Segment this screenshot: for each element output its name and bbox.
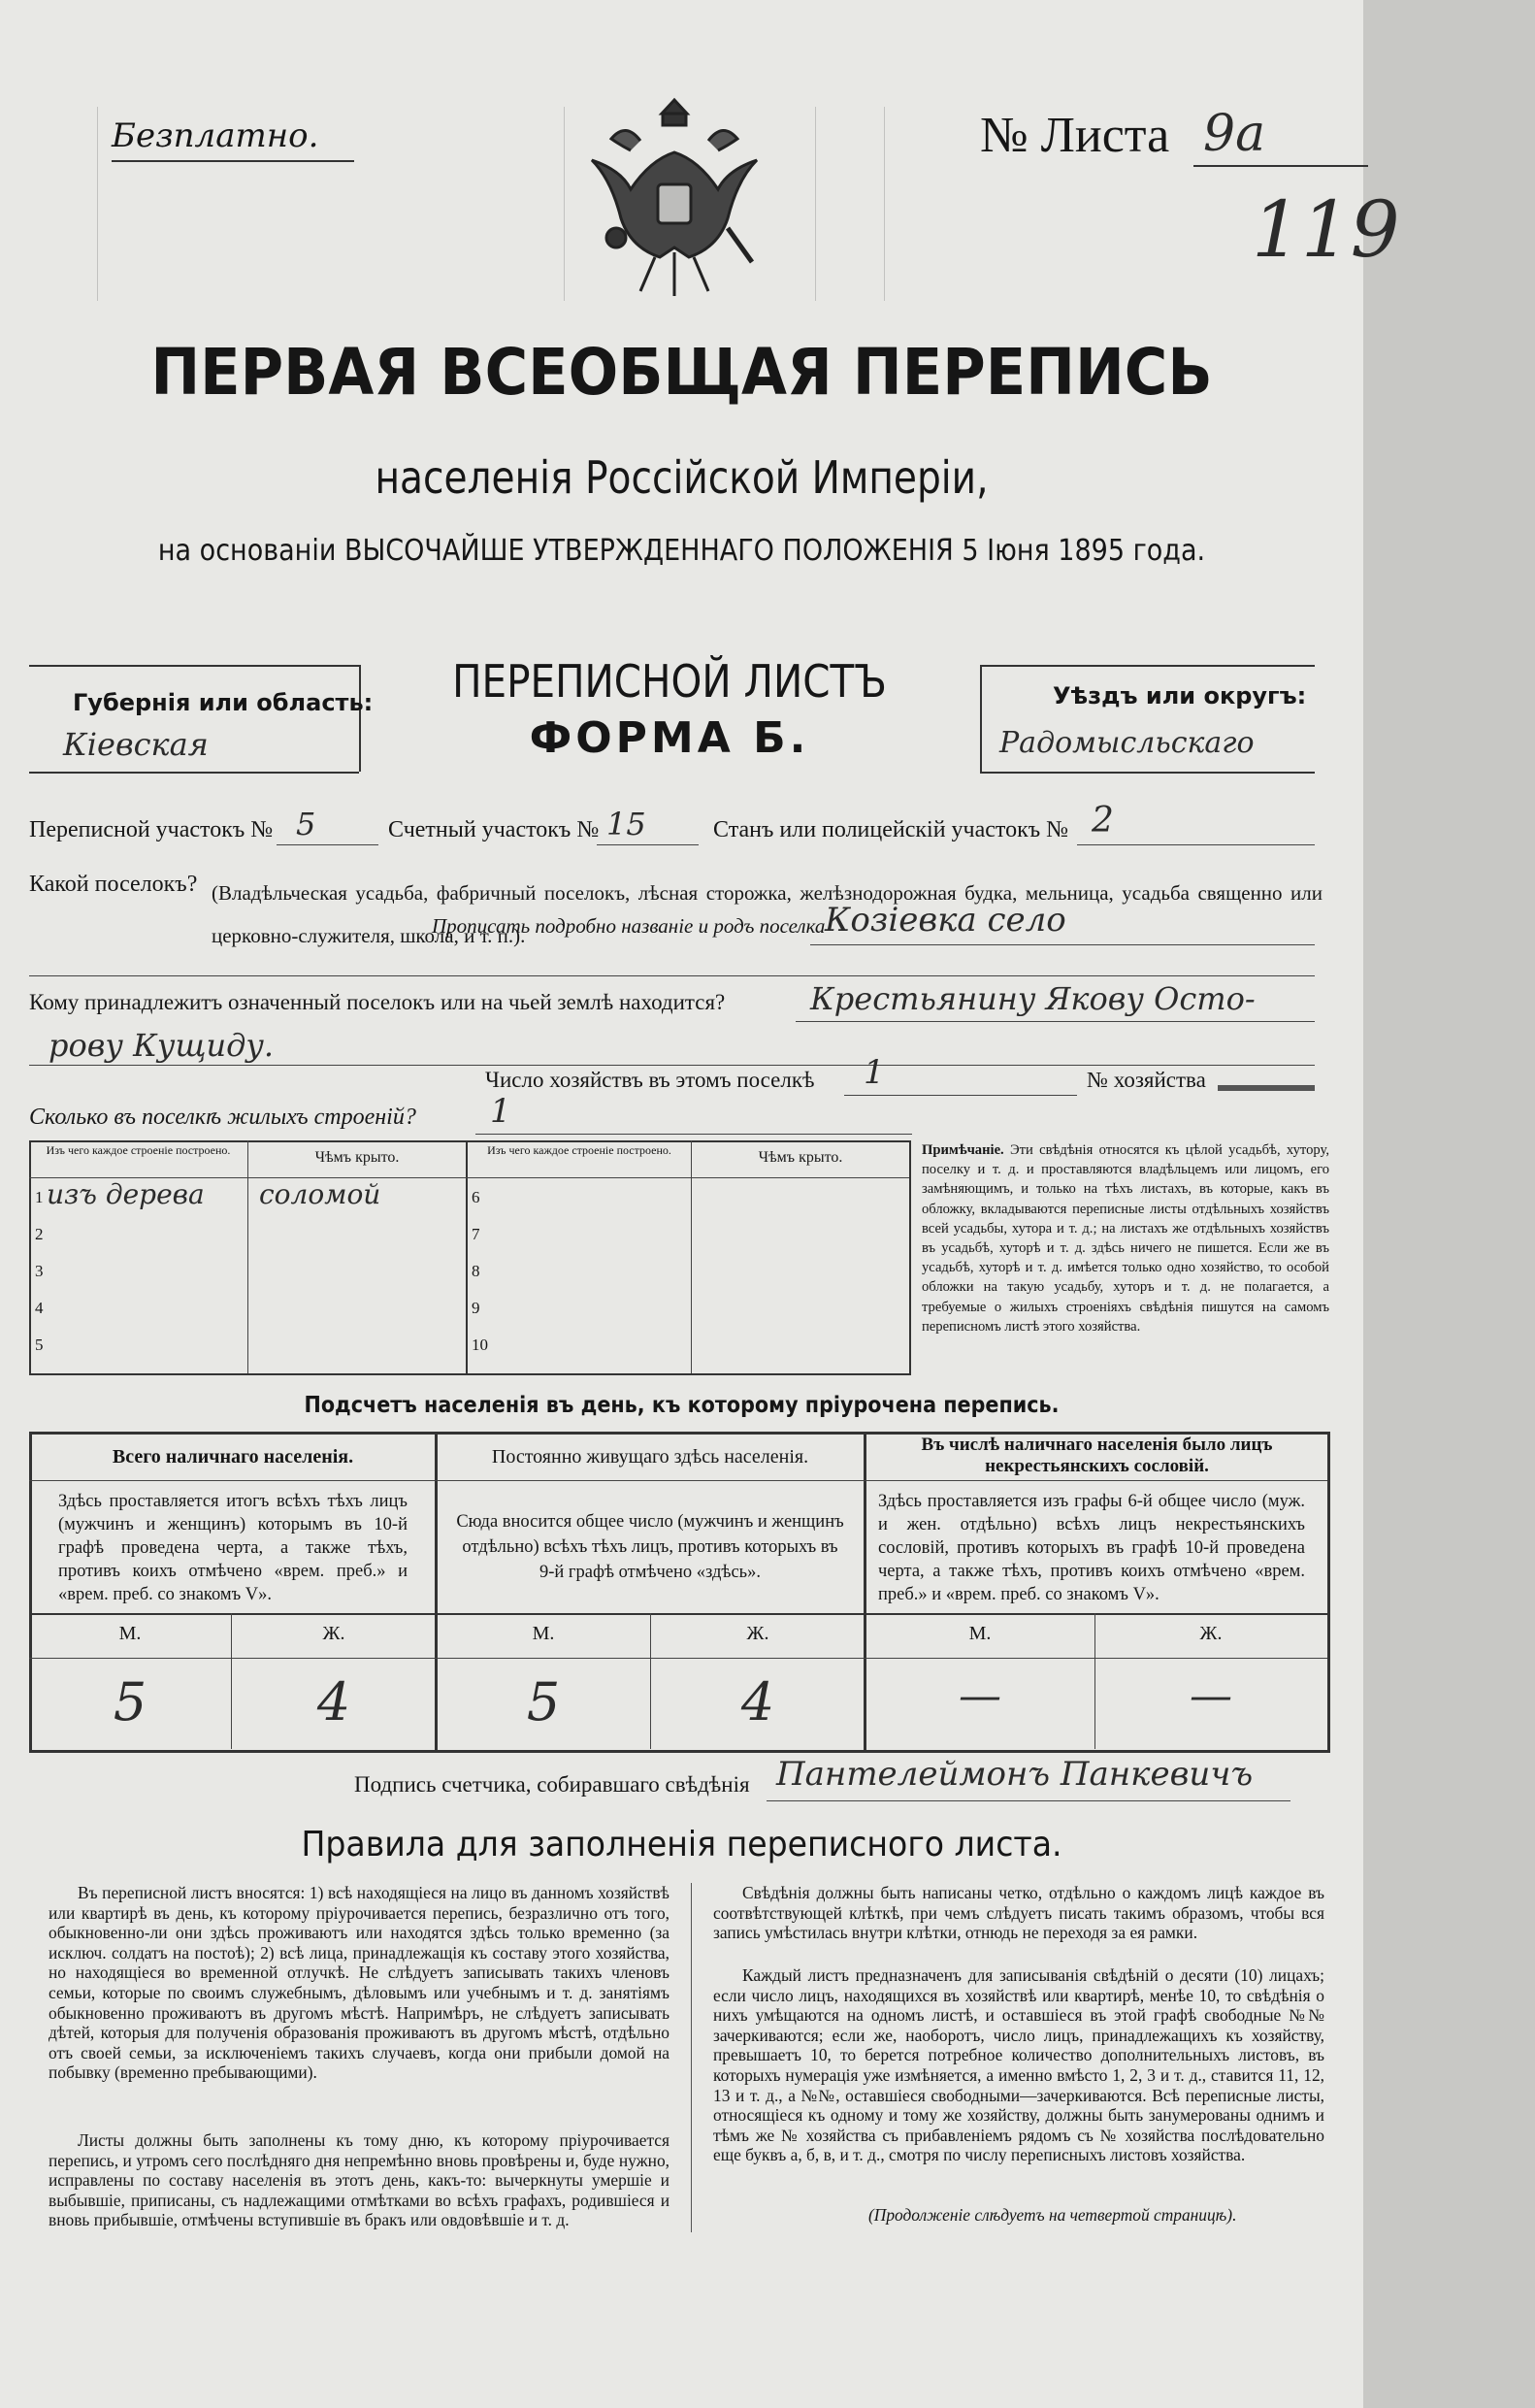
- building-material: изъ дерева: [47, 1178, 205, 1210]
- population-col1-title: Всего наличнаго населенія.: [112, 1446, 354, 1468]
- building-row-number: 5: [35, 1336, 44, 1354]
- rules-right-p1: Свѣдѣнія должны быть написаны четко, отдѣльно о каждомъ лицѣ каждое въ соотвѣтствующей клѣткѣ, при чемъ слѣдуетъ писать такимъ образомъ, чтобы вся запись умѣстилась внутри клѣтки, отнюдь не переходя за ея рамки.: [713, 1883, 1324, 1943]
- col3-female-label: Ж.: [1199, 1623, 1223, 1644]
- population-col3-title: Въ числѣ наличнаго населенія было лицъ некрестьянскихъ сословій.: [921, 1435, 1273, 1476]
- census-title: ПЕРВАЯ ВСЕОБЩАЯ ПЕРЕПИСЬ: [150, 335, 1213, 410]
- owner-value-line1: Крестьянину Якову Осто-: [810, 980, 1256, 1017]
- census-area-value: 5: [296, 806, 316, 842]
- col-roof-left: Чѣмъ крыто.: [314, 1149, 400, 1166]
- rules-left-p1: Въ переписной листъ вносятся: 1) всѣ находящіеся на лицо въ данномъ хозяйствѣ или квартирѣ въ день, къ которому пріурочивается перепись, безразлично отъ того, обыкновенно-ли они здѣсь проживаютъ или находятся здѣсь только временно (за исключ. солдатъ на постоѣ); 2) всѣ лица, принадлежащія къ составу этого хозяйства, но находящіеся во временной отлучкѣ. Не слѣдуетъ записывать такихъ членовъ семьи, которые по своимъ служебнымъ, дѣловымъ или учебнымъ и т. д. занятіямъ обыкновенно проживаютъ въ другомъ мѣстѣ. Напримѣръ, не слѣдуетъ записывать дѣтей, которыя для полученія образованія проживаютъ въ другомъ мѣстѣ, отдѣльно отъ своей семьи, за исключеніемъ такихъ случаевъ, когда они прибыли домой на побывку (временно пребывающими).: [49, 1883, 670, 2083]
- signature-label: Подпись счетчика, собиравшаго свѣдѣнія: [354, 1772, 750, 1797]
- col-roof-right: Чѣмъ крыто.: [758, 1149, 843, 1166]
- households-value: 1: [864, 1053, 885, 1092]
- building-row-number: 2: [35, 1225, 44, 1243]
- census-subtitle: населенія Россійской Имперіи,: [375, 451, 989, 504]
- population-col3-text: Здѣсь проставляется изъ графы 6-й общее число (муж. и жен. отдѣльно) всѣхъ лицъ некрестьянскихъ сословій, противъ которыхъ въ графѣ 10-й проведена черта, а также тѣхъ, противъ коихъ отмѣчено «врем. преб.» и «врем. преб. со знакомъ V».: [878, 1492, 1305, 1604]
- governorate-label: Губернія или область:: [73, 689, 374, 716]
- note: [922, 1140, 1329, 1336]
- col3-male-label: М.: [968, 1623, 992, 1644]
- district-label: Уѣздъ или округъ:: [1053, 682, 1307, 709]
- building-row: [468, 1330, 909, 1367]
- governorate-value: Кіевская: [63, 726, 209, 763]
- building-row-number: 4: [35, 1299, 44, 1317]
- count-area-label: Счетный участокъ №: [388, 817, 600, 842]
- population-col2-title: Постоянно живущаго здѣсь населенія.: [491, 1446, 809, 1468]
- col1-female-label: Ж.: [322, 1623, 345, 1644]
- sheet-title: ПЕРЕПИСНОЙ ЛИСТЪ: [452, 655, 887, 708]
- building-roof: соломой: [259, 1178, 381, 1210]
- col3-male-value: —: [959, 1671, 1001, 1721]
- building-row-number: 7: [472, 1225, 480, 1243]
- building-row-number: 9: [472, 1299, 480, 1317]
- rules-title: Правила для заполненія переписного листа.: [301, 1825, 1062, 1864]
- rules-left-p2: Листы должны быть заполнены къ тому дню, къ которому пріурочивается перепись, и утромъ сего послѣдняго дня непремѣнно вновь провѣрены и, буде нужно, исправлены по составу населенія въ этотъ день, какъ-то: вычеркнуты умершіе и выбывшіе, приписаны, съ надлежащими отмѣтками во всѣхъ графахъ, родившіеся и вновь прибывшіе, отмѣчены вступившіе въ бракъ или овдовѣвшіе и т. д.: [49, 2130, 670, 2230]
- imperial-eagle-emblem: [572, 92, 776, 306]
- settlement-hint: (Владѣльческая усадьба, фабричный поселокъ, лѣсная сторожка, желѣзнодорожная будка, мельница, усадьба священно или церковно-служителя, школа, и т. п.).: [212, 881, 1323, 947]
- owner-value-line2: рову Кущиду.: [49, 1027, 275, 1064]
- col-material-left: Изъ чего каждое строеніе построено.: [46, 1143, 231, 1157]
- form-name: ФОРМА Б.: [529, 713, 810, 763]
- building-row: [31, 1293, 468, 1330]
- sheet-number-value: 9а: [1203, 105, 1266, 163]
- census-area-label: Переписной участокъ №: [29, 817, 274, 842]
- col2-female-label: Ж.: [746, 1623, 769, 1644]
- stan-label: Станъ или полицейскій участокъ №: [713, 817, 1069, 842]
- stan-value: 2: [1092, 801, 1114, 841]
- building-row-number: 10: [472, 1336, 488, 1354]
- household-number-label: № хозяйства: [1087, 1068, 1206, 1092]
- settlement-value: Козіевка село: [825, 901, 1066, 940]
- census-basis: на основаніи ВЫСОЧАЙШЕ УТВЕРЖДЕННАГО ПОЛОЖЕНІЯ 5 Іюня 1895 года.: [157, 534, 1206, 568]
- building-row-number: 6: [472, 1188, 480, 1206]
- population-heading: Подсчетъ населенія въ день, къ которому пріурочена перепись.: [304, 1393, 1060, 1418]
- rules-continuation: (Продолженіе слѣдуетъ на четвертой страницѣ).: [868, 2205, 1237, 2225]
- settlement-question: Какой поселокъ?: [29, 872, 198, 897]
- bleed-through-table-right: [815, 107, 885, 301]
- building-row: [31, 1178, 468, 1219]
- handwritten-corner-number: 119: [1252, 184, 1400, 275]
- note-title: Примѣчаніе.: [922, 1142, 1004, 1158]
- sheet-number-label: № Листа: [980, 108, 1170, 163]
- building-row: [468, 1256, 909, 1293]
- building-row: [31, 1256, 468, 1293]
- building-row-number: 1: [35, 1188, 44, 1206]
- free-label: Безплатно.: [112, 116, 319, 155]
- households-label: Число хозяйствъ въ этомъ поселкѣ: [485, 1068, 815, 1092]
- settlement-instruction: Прописать подробно названіе и родъ поселка: [432, 914, 826, 938]
- col1-female-value: 4: [316, 1671, 351, 1732]
- district-value: Радомысльскаго: [999, 726, 1255, 760]
- building-row-number: 8: [472, 1262, 480, 1280]
- col2-male-label: М.: [532, 1623, 555, 1644]
- buildings-value: 1: [490, 1092, 511, 1131]
- col1-male-label: М.: [118, 1623, 142, 1644]
- col2-female-value: 4: [740, 1671, 775, 1732]
- col3-female-value: —: [1190, 1671, 1232, 1721]
- rules-right-p2: Каждый листъ предназначенъ для записыванія свѣдѣній о десяти (10) лицахъ; если число лицъ, находящихся въ хозяйствѣ или квартирѣ, менѣе 10, то свѣдѣнія о нихъ умѣщаются на одномъ листѣ, и оставшіеся въ этой графѣ свободные №№ зачеркиваются; если же, наоборотъ, число лицъ, принадлежащихъ къ хозяйству, превышаетъ 10, то берется потребное количество дополнительныхъ листовъ, въ которыхъ нумерація уже измѣняется, а именно вмѣсто 1, 2, 3 и т. д., ставится 11, 12, 13 и т. д., а №№, оставшіеся свободными—зачеркиваются. Всѣ переписные листы, относящіеся къ одному и тому же хозяйству, должны быть занумерованы однимъ и тѣмъ же № хозяйства съ прибавленіемъ рядомъ съ № хозяйства послѣдовательно еще буквъ а, б, в, и т. д., смотря по числу переписныхъ листовъ хозяйства.: [713, 1965, 1324, 2165]
- population-col1-text: Здѣсь проставляется итогъ всѣхъ тѣхъ лицъ (мужчинъ и женщинъ) которымъ въ 10-й графѣ проведена черта, а также тѣхъ, противъ коихъ отмѣчено «врем. преб.» и «врем. преб. со знакомъ V».: [58, 1492, 408, 1604]
- building-row: [468, 1182, 909, 1219]
- signature-value: Пантелеймонъ Панкевичъ: [776, 1755, 1254, 1794]
- building-row: [31, 1330, 468, 1367]
- col-material-right: Изъ чего каждое строеніе построено.: [487, 1143, 671, 1157]
- buildings-label: Сколько въ поселкѣ жилыхъ строеній?: [29, 1105, 416, 1130]
- building-row-number: 3: [35, 1262, 44, 1280]
- col1-male-value: 5: [113, 1671, 147, 1732]
- owner-question: Кому принадлежитъ означенный поселокъ или на чьей землѣ находится?: [29, 990, 726, 1014]
- note-text: Эти свѣдѣнія относятся къ цѣлой усадьбѣ, хутору, поселку и т. д. и проставляются владѣльцемъ или лицомъ, его замѣняющимъ, и только на тѣхъ листахъ, въ которые, какъ въ обложку, вкладываются переписные листы отдѣльныхъ хозяйствъ всей усадьбы, хутора и т. д.; на листахъ же отдѣльныхъ хозяйствъ въ усадьбѣ, хуторѣ и т. д. здѣсь ничего не пишется. Если же въ усадьбѣ, хуторѣ и т. д. имѣется только одно хозяйство, то особой обложки на такую усадьбу, хуторъ и т. д. не полагается, а требуемые о жилыхъ строеніяхъ свѣдѣнія пишутся на самомъ переписномъ листѣ этого хозяйства.: [922, 1142, 1329, 1335]
- building-row: [468, 1293, 909, 1330]
- population-col2-text: Сюда вносится общее число (мужчинъ и женщинъ отдѣльно) всѣхъ тѣхъ лицъ, противъ которыхъ въ 9-й графѣ отмѣчено «здѣсь».: [456, 1512, 844, 1582]
- bleed-through-column: [10, 126, 98, 301]
- next-page-edge: [1358, 0, 1535, 2408]
- count-area-value: 15: [606, 806, 646, 842]
- building-row: [468, 1219, 909, 1256]
- building-row: [31, 1219, 468, 1256]
- col2-male-value: 5: [526, 1671, 561, 1732]
